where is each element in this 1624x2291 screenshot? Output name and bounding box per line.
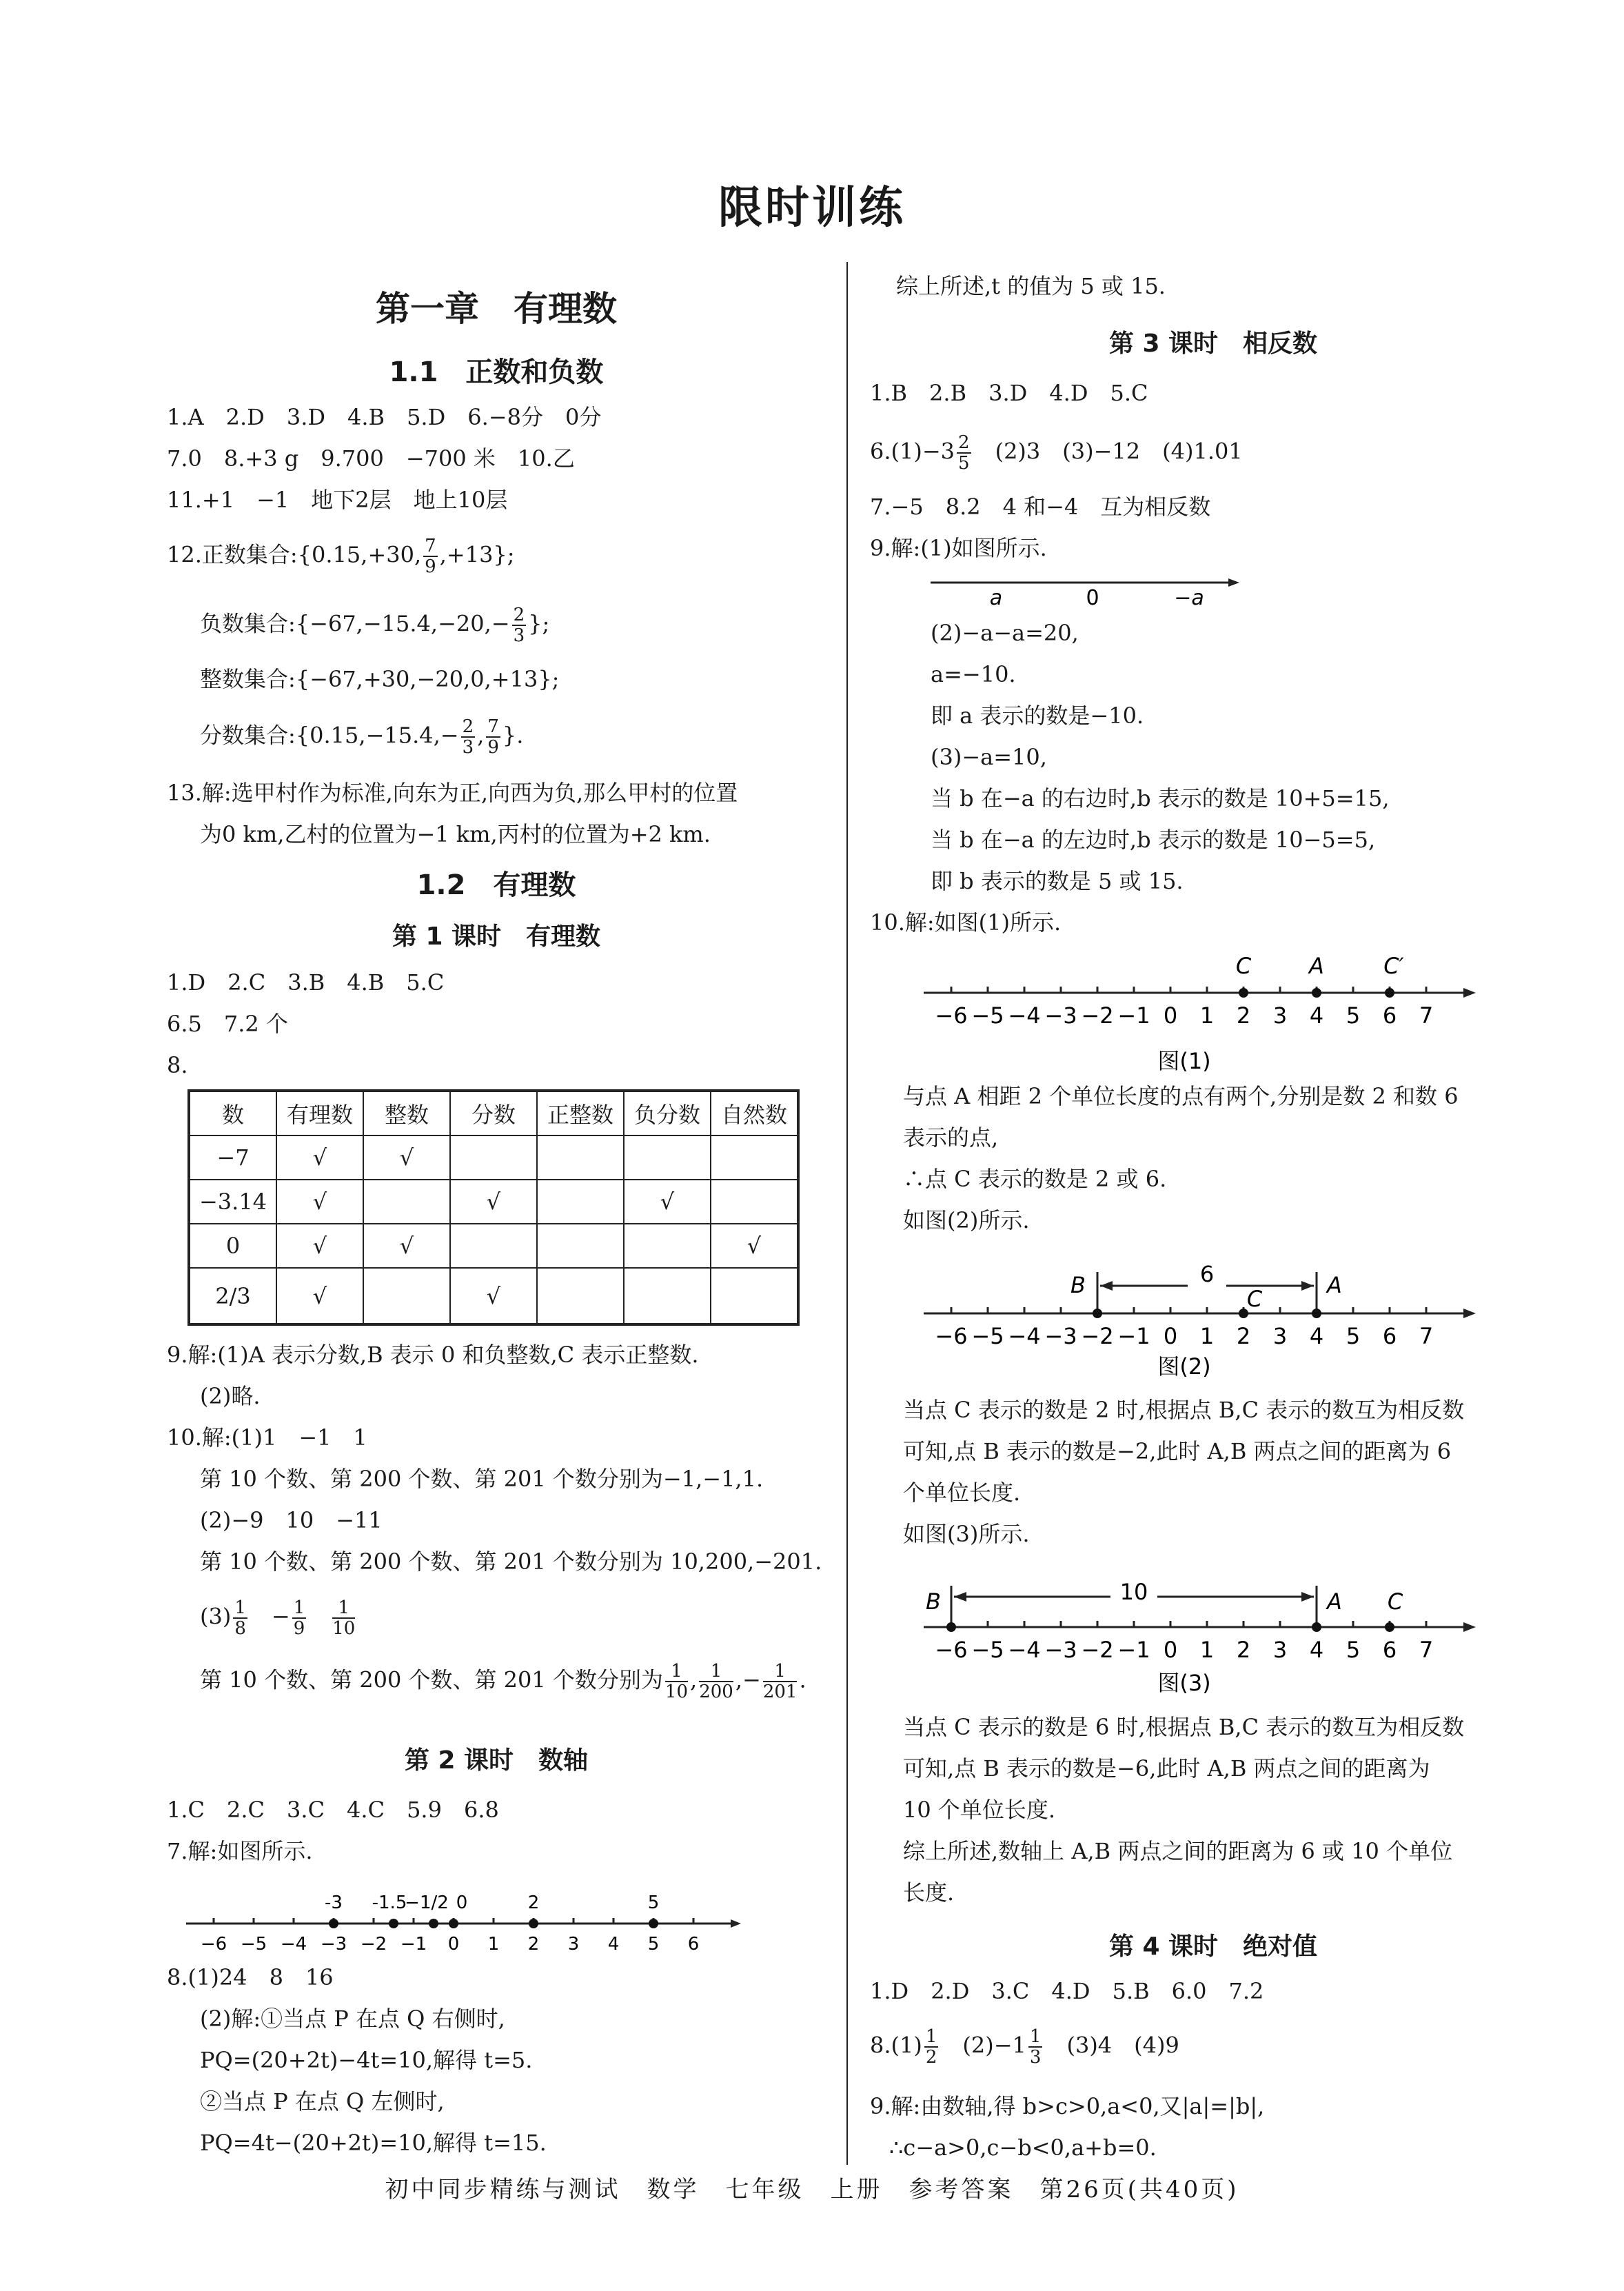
point-marker <box>1312 1309 1321 1318</box>
axis-arrow <box>1463 1309 1476 1318</box>
point-label: -3 <box>325 1893 343 1913</box>
answer-line: 1.D 2.D 3.C 4.D 5.B 6.0 7.2 <box>870 1978 1264 2004</box>
tick-label: 2 <box>1236 1323 1251 1349</box>
tick-label: 6 <box>1382 1637 1397 1663</box>
answer-line: ∴c−a>0,c−b<0,a+b=0. <box>889 2134 1157 2161</box>
tick-label: −6 <box>200 1934 227 1955</box>
tick-label: 5 <box>1346 1637 1361 1663</box>
answer-line: 1.C 2.C 3.C 4.C 5.9 6.8 <box>167 1797 499 1823</box>
tick-label: 2 <box>527 1934 540 1955</box>
axis-arrow <box>1463 988 1476 998</box>
arrow-head <box>1100 1281 1113 1291</box>
tick-label: 7 <box>1419 1002 1434 1029</box>
tick-label: −5 <box>240 1934 267 1955</box>
tick-label: 3 <box>1272 1637 1288 1663</box>
fraction: $\frac{1}{2}$ <box>925 2026 937 2068</box>
tick-label: 0 <box>1163 1002 1178 1029</box>
answer-line: 与点 A 相距 2 个单位长度的点有两个,分别是数 2 和数 6 <box>903 1083 1459 1109</box>
answer-line: 10.解:如图(1)所示. <box>870 909 1062 936</box>
arrow-head <box>1301 1281 1314 1291</box>
tick-label: 5 <box>1346 1323 1361 1349</box>
point-label: C′ <box>1383 953 1404 979</box>
point-marker <box>1239 1309 1248 1318</box>
positive-set: 12.正数集合:{0.15,+30, $\frac{7}{9}$ ,+13}; <box>167 536 515 577</box>
fraction: $\frac{1}{9}$ <box>293 1597 305 1639</box>
answer-line: 当点 C 表示的数是 6 时,根据点 B,C 表示的数互为相反数 <box>903 1714 1465 1740</box>
answer-line: 7.0 8.+3 g 9.700 −700 米 10.乙 <box>167 445 575 472</box>
point-label: 5 <box>647 1893 660 1913</box>
answer-line: 综上所述,t 的值为 5 或 15. <box>896 273 1166 299</box>
fraction: $\frac{1}{8}$ <box>234 1597 246 1639</box>
point-marker <box>1312 988 1321 998</box>
tick-label: 3 <box>1272 1323 1288 1349</box>
tick-label: 6 <box>1382 1002 1397 1029</box>
answer-line: 表示的点, <box>903 1124 999 1151</box>
point-label: C <box>1246 1286 1263 1312</box>
point-label: A <box>1327 1272 1342 1298</box>
answer-line: 如图(2)所示. <box>903 1207 1030 1233</box>
answer-line: 6.5 7.2 个 <box>167 1011 288 1037</box>
answer-line: 9.解:(1)A 表示分数,B 表示 0 和负整数,C 表示正整数. <box>167 1342 699 1368</box>
table-header: 数 <box>189 1091 276 1136</box>
fraction: $\frac{2}{3}$ <box>462 716 474 758</box>
fraction-set: 分数集合:{0.15,−15.4,− $\frac{2}{3}$ , $\frac{7}{9}$ }. <box>200 716 524 758</box>
tick-label: −4 <box>280 1934 307 1955</box>
point-marker <box>429 1919 438 1928</box>
answer-line: 9.解:(1)如图所示. <box>870 535 1047 561</box>
answer-line: 8.(1)24 8 16 <box>167 1964 334 1990</box>
table-header: 分数 <box>450 1091 537 1136</box>
number-line-a <box>924 569 1255 610</box>
answer-line: 1.D 2.C 3.B 4.B 5.C <box>167 969 445 996</box>
answer-line: 当 b 在−a 的右边时,b 表示的数是 10+5=15, <box>931 785 1390 811</box>
tick-label: −2 <box>1081 1323 1114 1349</box>
answer-line: (2)−a−a=20, <box>931 620 1079 646</box>
distance-label: 10 <box>1119 1579 1148 1605</box>
lesson-4-heading: 第 4 课时 绝对值 <box>1108 1932 1318 1961</box>
point-label: -1.5 <box>372 1893 407 1913</box>
answer-line: 第 10 个数、第 200 个数、第 201 个数分别为−1,−1,1. <box>200 1466 764 1492</box>
page-title: 限时训练 <box>718 183 906 234</box>
tick-label: 4 <box>607 1934 620 1955</box>
answer-line: 个单位长度. <box>903 1480 1021 1506</box>
tick-label: −2 <box>1081 1002 1114 1029</box>
answer-line: 13.解:选甲村作为标准,向东为正,向西为负,那么甲村的位置 <box>167 780 738 806</box>
point-label: C <box>1387 1588 1403 1615</box>
answer-line: ∴点 C 表示的数是 2 或 6. <box>903 1166 1167 1192</box>
lesson-3-heading: 第 3 课时 相反数 <box>1108 330 1318 358</box>
answer-line: 可知,点 B 表示的数是−2,此时 A,B 两点之间的距离为 6 <box>903 1438 1452 1464</box>
number-line-7 <box>179 1875 744 1972</box>
fraction: $\frac{1}{10}$ <box>664 1661 689 1702</box>
answer-line: a=−10. <box>931 661 1016 687</box>
fraction: $\frac{1}{200}$ <box>699 1661 733 1702</box>
tick-label: 1 <box>487 1934 500 1955</box>
answer-line: 当 b 在−a 的左边时,b 表示的数是 10−5=5, <box>931 827 1376 853</box>
answer-line: 9.解:由数轴,得 b>c>0,a<0,又|a|=|b|, <box>870 2093 1265 2119</box>
point-marker <box>1385 1622 1394 1632</box>
origin-label: 0 <box>1086 586 1099 610</box>
fraction: $\frac{1}{3}$ <box>1029 2026 1042 2068</box>
point-marker <box>529 1919 538 1928</box>
tick-label: 2 <box>1236 1637 1251 1663</box>
answer-line: 即 a 表示的数是−10. <box>931 703 1144 729</box>
lesson-2-heading: 第 2 课时 数轴 <box>404 1746 589 1775</box>
answer-line: 第 10 个数、第 200 个数、第 201 个数分别为 $\frac{1}{10}$ , $\frac{1}{200}$ ,− $\frac{1}{201}$ . <box>200 1661 806 1702</box>
section-1-1-heading: 1.1 正数和负数 <box>389 356 604 388</box>
table-header: 整数 <box>363 1091 450 1136</box>
point-marker <box>1385 988 1394 998</box>
answer-line: 如图(3)所示. <box>903 1521 1030 1547</box>
tick-label: −6 <box>935 1323 968 1349</box>
answer-line: PQ=4t−(20+2t)=10,解得 t=15. <box>200 2130 547 2156</box>
tick-label: −4 <box>1008 1002 1041 1029</box>
fraction: $\frac{2}{3}$ <box>513 605 525 646</box>
answer-line: 为0 km,乙村的位置为−1 km,丙村的位置为+2 km. <box>200 821 711 847</box>
tick-label: −3 <box>1044 1323 1077 1349</box>
point-marker <box>329 1919 338 1928</box>
chapter-heading: 第一章 有理数 <box>376 289 617 329</box>
tick-label: −3 <box>1044 1637 1077 1663</box>
tick-label: 0 <box>1163 1323 1178 1349</box>
fraction: $\frac{1}{10}$ <box>332 1597 356 1639</box>
tick-label: 2 <box>1236 1002 1251 1029</box>
tick-label: −2 <box>360 1934 387 1955</box>
tick-label: −2 <box>1081 1637 1114 1663</box>
tick-label: −3 <box>1044 1002 1077 1029</box>
tick-label: 5 <box>647 1934 660 1955</box>
point-label: 2 <box>527 1893 540 1913</box>
tick-label: 4 <box>1309 1002 1324 1029</box>
figure-1 <box>924 945 1516 1076</box>
table-row: 0 √ √ √ <box>189 1224 798 1268</box>
answer-line: (2)解:①当点 P 在点 Q 右侧时, <box>200 2006 505 2032</box>
tick-label: 5 <box>1346 1002 1361 1029</box>
arrow-head <box>1301 1592 1314 1602</box>
table-header: 有理数 <box>276 1091 363 1136</box>
figure-caption: 图(1) <box>1157 1048 1211 1074</box>
answer-line: (3)−a=10, <box>931 744 1047 770</box>
page-footer: 初中同步精练与测试 数学 七年级 上册 参考答案 第26页(共40页) <box>385 2176 1239 2203</box>
tick-label: −5 <box>971 1002 1004 1029</box>
answer-line: 第 10 个数、第 200 个数、第 201 个数分别为 10,200,−201. <box>200 1548 822 1575</box>
fraction: $\frac{7}{9}$ <box>425 536 436 577</box>
point-label: A <box>1327 1588 1342 1615</box>
fraction: $\frac{1}{201}$ <box>762 1661 798 1702</box>
fraction: $\frac{2}{5}$ <box>958 432 970 474</box>
tick-label: 3 <box>567 1934 580 1955</box>
answer-line: PQ=(20+2t)−4t=10,解得 t=5. <box>200 2047 533 2073</box>
tick-label: 1 <box>1199 1323 1215 1349</box>
tick-label: −1 <box>400 1934 427 1955</box>
point-marker <box>1239 988 1248 998</box>
point-label: A <box>1309 953 1324 979</box>
tick-label: 0 <box>1163 1637 1178 1663</box>
figure-2 <box>924 1244 1516 1389</box>
tick-label: 7 <box>1419 1323 1434 1349</box>
answer-line: ②当点 P 在点 Q 左侧时, <box>200 2088 445 2115</box>
column-divider <box>846 262 848 2165</box>
table-header: 自然数 <box>711 1091 798 1136</box>
tick-label: −4 <box>1008 1323 1041 1349</box>
answer-line: 当点 C 表示的数是 2 时,根据点 B,C 表示的数互为相反数 <box>903 1397 1465 1423</box>
tick-label: −6 <box>935 1637 968 1663</box>
point-marker <box>946 1622 956 1632</box>
tick-label: −4 <box>1008 1637 1041 1663</box>
point-marker <box>649 1919 658 1928</box>
answer-line: 7.−5 8.2 4 和−4 互为相反数 <box>870 494 1211 520</box>
answer-line: 10.解:(1)1 −1 1 <box>167 1424 367 1451</box>
tick-label: 4 <box>1309 1323 1324 1349</box>
answer-line: 综上所述,数轴上 A,B 两点之间的距离为 6 或 10 个单位 <box>903 1838 1453 1864</box>
point-label: B <box>926 1588 941 1615</box>
tick-label: 1 <box>1199 1637 1215 1663</box>
answer-line: 1.B 2.B 3.D 4.D 5.C <box>870 380 1148 406</box>
axis-arrow <box>1463 1622 1476 1632</box>
integer-set: 整数集合:{−67,+30,−20,0,+13}; <box>200 666 560 692</box>
point-label: −a <box>1174 586 1204 610</box>
answer-line: (2)−9 10 −11 <box>200 1507 383 1533</box>
figure-3 <box>924 1558 1516 1710</box>
table-row: −3.14 √ √ √ <box>189 1180 798 1224</box>
point-label: 0 <box>456 1893 468 1913</box>
point-label: C <box>1235 953 1252 979</box>
tick-label: −1 <box>1117 1323 1150 1349</box>
distance-label: 6 <box>1199 1261 1215 1287</box>
point-marker <box>449 1919 458 1928</box>
tick-label: −1 <box>1117 1002 1150 1029</box>
point-label: a <box>989 586 1003 610</box>
figure-caption: 图(3) <box>1157 1670 1211 1696</box>
answer-line: 7.解:如图所示. <box>167 1838 313 1864</box>
answer-line: (3) $\frac{1}{8}$ − $\frac{1}{9}$ $\frac{1}{10}$ <box>200 1597 356 1639</box>
table-header-row <box>189 1091 798 1136</box>
negative-set: 负数集合:{−67,−15.4,−20,− $\frac{2}{3}$ }; <box>200 605 550 646</box>
tick-label: 1 <box>1199 1002 1215 1029</box>
tick-label: −6 <box>935 1002 968 1029</box>
tick-label: 4 <box>1309 1637 1324 1663</box>
table-row: −7 √ √ <box>189 1136 798 1180</box>
table-header: 负分数 <box>624 1091 711 1136</box>
tick-label: 6 <box>1382 1323 1397 1349</box>
table-row: 2/3 √ √ <box>189 1268 798 1324</box>
answer-line: 8.(1) $\frac{1}{2}$ (2)−1 $\frac{1}{3}$ (3)4 (4)9 <box>870 2026 1179 2068</box>
lesson-1-heading: 第 1 课时 有理数 <box>392 922 601 951</box>
tick-label: 6 <box>687 1934 700 1955</box>
figure-caption: 图(2) <box>1157 1353 1211 1380</box>
answer-line: 长度. <box>903 1879 955 1906</box>
arrow-head <box>954 1592 966 1602</box>
tick-label: −5 <box>971 1637 1004 1663</box>
answer-line: 1.A 2.D 3.D 4.B 5.D 6.−8分 0分 <box>167 404 602 430</box>
point-marker <box>1312 1622 1321 1632</box>
tick-label: 3 <box>1272 1002 1288 1029</box>
answer-line: 8. <box>167 1052 188 1078</box>
fraction: $\frac{7}{9}$ <box>487 716 499 758</box>
answer-line: 即 b 表示的数是 5 或 15. <box>931 868 1184 894</box>
tick-label: −1 <box>1117 1637 1150 1663</box>
answer-line: 6.(1)−3 $\frac{2}{5}$ (2)3 (3)−12 (4)1.01 <box>870 432 1243 474</box>
point-label: B <box>1070 1272 1086 1298</box>
answer-line: 10 个单位长度. <box>903 1797 1056 1823</box>
answer-line: (2)略. <box>200 1383 261 1409</box>
point-label: −1/2 <box>405 1893 449 1913</box>
section-1-2-heading: 1.2 有理数 <box>416 869 576 901</box>
answer-line: 可知,点 B 表示的数是−6,此时 A,B 两点之间的距离为 <box>903 1755 1430 1782</box>
tick-label: −3 <box>320 1934 347 1955</box>
tick-label: −5 <box>971 1323 1004 1349</box>
table-header: 正整数 <box>537 1091 624 1136</box>
point-marker <box>1093 1309 1102 1318</box>
point-marker <box>389 1919 398 1928</box>
answer-line: 11.+1 −1 地下2层 地上10层 <box>167 487 508 513</box>
classification-table <box>187 1089 800 1326</box>
tick-label: 7 <box>1419 1637 1434 1663</box>
tick-label: 0 <box>447 1934 460 1955</box>
